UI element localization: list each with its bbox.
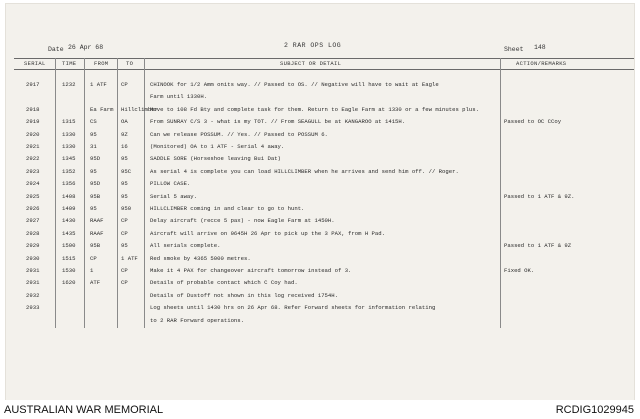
action-cell: Passed to OC CCoy [504, 118, 562, 126]
column-header-to: TO [126, 60, 134, 67]
time-cell: 1435 [62, 229, 76, 237]
time-cell: 1430 [62, 217, 76, 225]
from-cell: CP [90, 254, 97, 262]
subject-cell: Make it 4 PAX for changeover aircraft tomorrow instead of 3. [150, 267, 352, 274]
to-cell: 950 [121, 205, 132, 212]
table-row [0, 252, 640, 265]
subject-cell: Details of probable contact which C Coy had. [150, 279, 298, 287]
from-cell: RAAF [90, 229, 104, 237]
serial-cell: 2920 [26, 130, 40, 138]
record-id: RCDIG1029945 [555, 404, 634, 416]
from-cell: 95 [90, 130, 97, 138]
serial-cell: 2931 [26, 267, 40, 274]
serial-cell: 2933 [26, 304, 40, 312]
table-row [0, 289, 640, 302]
time-cell: 1315 [62, 118, 76, 126]
to-cell: CP [121, 267, 128, 274]
table-row [0, 239, 640, 252]
serial-cell: 2927 [26, 217, 40, 225]
time-cell: 1409 [62, 205, 76, 212]
subject-cell: Farm until 1330H. [150, 93, 208, 101]
table-row [0, 90, 640, 103]
column-header-time: TIME [62, 60, 77, 67]
table-row [0, 190, 640, 203]
archive-name: AUSTRALIAN WAR MEMORIAL [4, 404, 164, 416]
subject-cell: Red smoke by 4365 5000 metres. [150, 254, 251, 262]
to-cell: CP [121, 217, 128, 225]
time-cell: 1352 [62, 167, 76, 175]
time-cell: 1232 [62, 81, 76, 88]
serial-cell: 2921 [26, 143, 40, 150]
from-cell: RAAF [90, 217, 104, 225]
subject-cell: CHINOOK for 1/2 Amm onits way. // Passed to OS. // Negative will have to wait at Eagle [150, 81, 439, 88]
table-row [0, 78, 640, 91]
from-cell: 95D [90, 180, 101, 188]
to-cell: 9Z [121, 130, 128, 138]
to-cell: 16 [121, 143, 128, 150]
table-top-rule [14, 58, 634, 59]
serial-cell: 2922 [26, 155, 40, 163]
sheet-label: Sheet [504, 46, 524, 53]
time-cell: 1500 [62, 242, 76, 250]
subject-cell: Log sheets until 1430 hrs on 26 Apr 68. Refer Forward sheets for information relating [150, 304, 436, 312]
table-row [0, 202, 640, 215]
serial-cell: 2932 [26, 291, 40, 299]
to-cell: 95 [121, 180, 128, 188]
from-cell: 31 [90, 143, 97, 150]
from-cell: 1 ATF [90, 81, 107, 88]
from-cell: 95B [90, 242, 101, 250]
time-cell: 1356 [62, 180, 76, 188]
time-cell: 1408 [62, 192, 76, 200]
table-row [0, 115, 640, 128]
column-header-from: FROM [94, 60, 109, 67]
to-cell: CP [121, 81, 128, 88]
serial-cell: 2931 [26, 279, 40, 287]
subject-cell: (Monitored) OA to 1 ATF - Serial 4 away. [150, 143, 285, 150]
serial-cell: 2925 [26, 192, 40, 200]
from-cell: CS [90, 118, 97, 126]
from-cell: 95B [90, 192, 101, 200]
sheet-value: 148 [534, 44, 546, 51]
time-cell: 1330 [62, 143, 76, 150]
action-cell: Fixed OK. [504, 267, 535, 274]
serial-cell: 2929 [26, 242, 40, 250]
from-cell: 1 [90, 267, 94, 274]
serial-cell: 2926 [26, 205, 40, 212]
table-row [0, 314, 640, 327]
table-header-rule [14, 69, 634, 70]
from-cell: 95 [90, 167, 97, 175]
time-cell: 1330 [62, 130, 76, 138]
subject-cell: Move to 108 Fd Bty and complete task for them. Return to Eagle Farm at 1330 or a few minutes plus. [150, 105, 479, 113]
to-cell: 1 ATF [121, 254, 138, 262]
from-cell: ATF [90, 279, 101, 287]
date-value: 26 Apr 68 [68, 44, 104, 51]
subject-cell: SADDLE SORE (Horseshoe leaving Bui Dat) [150, 155, 281, 163]
to-cell: 95 [121, 242, 128, 250]
from-cell: Ea Farm [90, 105, 114, 113]
table-row [0, 165, 640, 178]
to-cell: CP [121, 229, 128, 237]
serial-cell: 2917 [26, 81, 40, 88]
subject-cell: Delay aircraft (recce 5 pax) - now Eagle Farm at 1450H. [150, 217, 335, 225]
footer-bar [0, 400, 640, 419]
to-cell: OA [121, 118, 128, 126]
serial-cell: 2924 [26, 180, 40, 188]
to-cell: Hillclimber [121, 105, 158, 113]
table-row [0, 214, 640, 227]
subject-cell: All serials complete. [150, 242, 221, 250]
action-cell: Passed to 1 ATF & 9Z [504, 242, 572, 250]
table-row [0, 128, 640, 141]
time-cell: 1515 [62, 254, 76, 262]
subject-cell: As serial 4 is complete you can load HILLCLIMBER when he arrives and send him off. // Roger. [150, 167, 459, 175]
serial-cell: 2919 [26, 118, 40, 126]
table-row [0, 264, 640, 277]
to-cell: 95 [121, 155, 128, 163]
serial-cell: 2918 [26, 105, 40, 113]
subject-cell: Aircraft will arrive on 0645H 26 Apr to pick up the 3 PAX, from H Pad. [150, 229, 385, 237]
table-row [0, 140, 640, 153]
table-row [0, 152, 640, 165]
serial-cell: 2928 [26, 229, 40, 237]
subject-cell: to 2 RAR Forward operations. [150, 316, 244, 324]
table-row [0, 177, 640, 190]
to-cell: CP [121, 279, 128, 287]
serial-cell: 2930 [26, 254, 40, 262]
from-cell: 95D [90, 155, 101, 163]
serial-cell: 2923 [26, 167, 40, 175]
column-header-subject: SUBJECT OR DETAIL [280, 60, 342, 67]
action-cell: Passed to 1 ATF & 9Z. [504, 192, 575, 200]
to-cell: 95 [121, 192, 128, 200]
page-title: 2 RAR OPS LOG [284, 42, 342, 49]
time-cell: 1620 [62, 279, 76, 287]
time-cell: 1345 [62, 155, 76, 163]
subject-cell: HILLCLIMBER coming in and clear to go to hunt. [150, 205, 305, 212]
column-header-action: ACTION/REMARKS [516, 60, 567, 67]
subject-cell: PILLOW CASE. [150, 180, 191, 188]
subject-cell: Details of Dustoff not shown in this log received 1754H. [150, 291, 338, 299]
table-row [0, 301, 640, 314]
subject-cell: Serial 5 away. [150, 192, 197, 200]
from-cell: 95 [90, 205, 97, 212]
table-row [0, 276, 640, 289]
time-cell: 1530 [62, 267, 76, 274]
table-row [0, 227, 640, 240]
date-label: Date [48, 46, 64, 53]
to-cell: 95C [121, 167, 132, 175]
table-row [0, 103, 640, 116]
column-header-serial: SERIAL [24, 60, 46, 67]
subject-cell: From SUNRAY C/S 3 - what is my TOT. // From SEAGULL be at KANGAROO at 1415H. [150, 118, 406, 126]
subject-cell: Can we release POSSUM. // Yes. // Passed to POSSUM 6. [150, 130, 328, 138]
